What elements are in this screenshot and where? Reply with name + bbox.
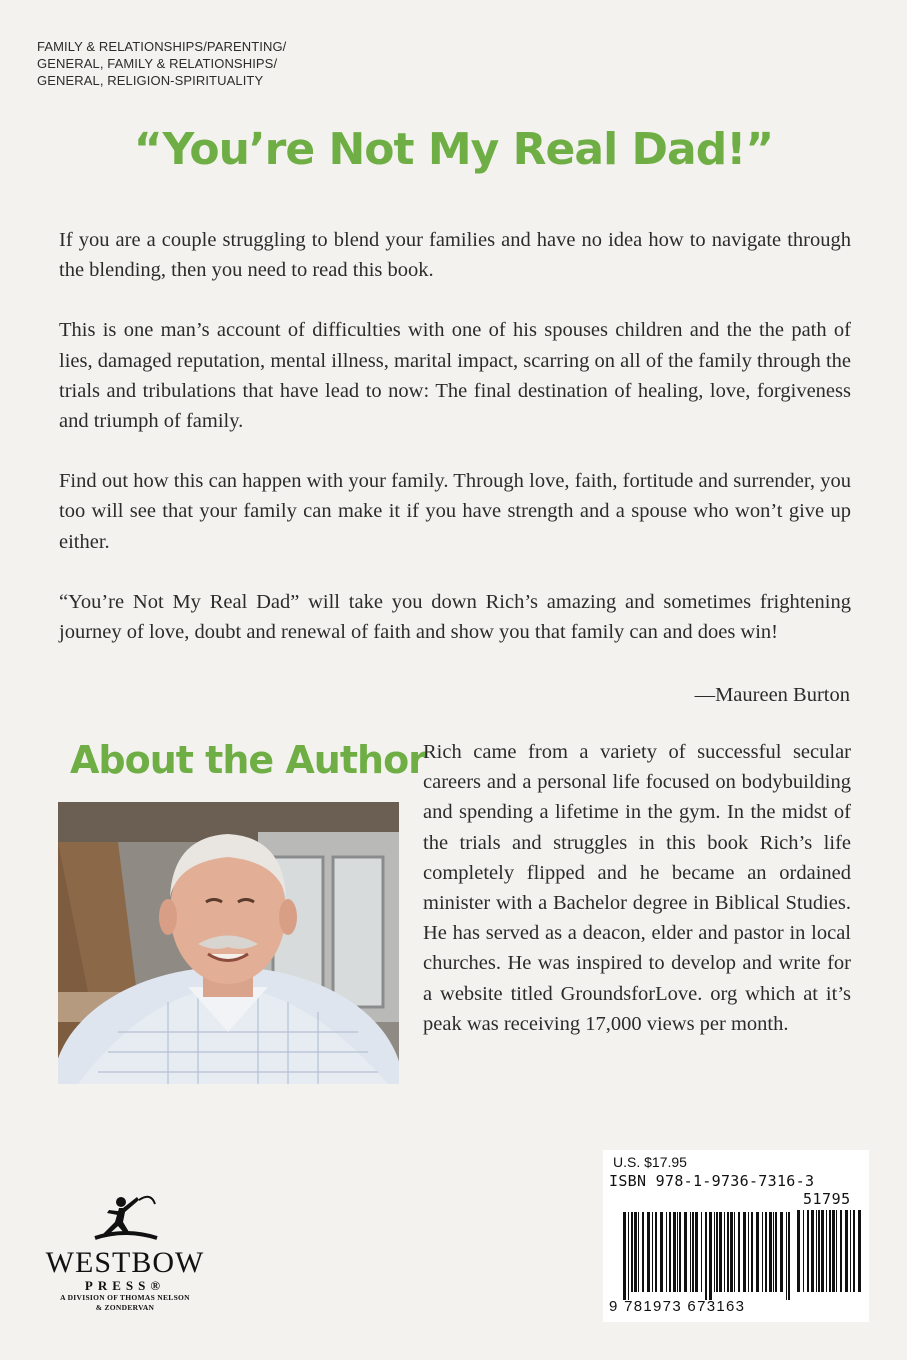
price-code-label: 51795 [803, 1190, 851, 1208]
barcode-bar [769, 1212, 772, 1292]
barcode-bar [677, 1212, 678, 1292]
publisher-press: PRESS® [84, 1278, 166, 1293]
barcode-bar [773, 1212, 774, 1292]
barcode-bar [845, 1210, 848, 1292]
barcode-bar [692, 1212, 694, 1292]
barcode-bar [705, 1212, 707, 1300]
barcode-bar [775, 1212, 777, 1292]
ean-barcode [623, 1212, 791, 1300]
barcode-bar [821, 1210, 824, 1292]
barcode-bar [638, 1212, 639, 1292]
barcode-bar [666, 1212, 667, 1292]
barcode-bar [807, 1210, 809, 1292]
blurb-paragraph: This is one man’s account of difficulties with one of his spouses children and the the path of lies, damaged reputation, mental illness, marital impact, scarring on all of the family through the trials and tribulations that have lead to now: The final destination of healing, love, forgiveness and triumph of family. [59, 319, 851, 433]
addon-barcode [797, 1210, 861, 1300]
author-photo [58, 802, 399, 1084]
category-line: GENERAL, RELIGION-SPIRITUALITY [37, 73, 264, 88]
barcode-bar [684, 1212, 687, 1292]
blurb-paragraph: If you are a couple struggling to blend your families and have no idea how to navigate through the blending, then you need to read this book. [59, 229, 851, 282]
publisher-name: WESTBOW [45, 1246, 205, 1279]
barcode-bar [811, 1210, 814, 1292]
barcode-bar [719, 1212, 722, 1292]
category-list [37, 38, 286, 89]
barcode-bar [669, 1212, 671, 1292]
barcode-bar [797, 1210, 800, 1292]
publisher-division-2: & ZONDERVAN [95, 1303, 155, 1312]
barcode-bar [765, 1212, 767, 1292]
barcode-bar [709, 1212, 712, 1300]
barcode-bar [714, 1212, 715, 1292]
barcode-bar [690, 1212, 691, 1292]
barcode-bar [628, 1212, 629, 1300]
barcode-bar [730, 1212, 733, 1292]
barcode-bar [826, 1210, 827, 1292]
barcode-bar [829, 1210, 831, 1292]
barcode-bar [788, 1212, 790, 1300]
barcode-bar [780, 1212, 783, 1292]
book-title: “You’re Not My Real Dad!” [133, 124, 774, 175]
barcode-bar [652, 1212, 653, 1292]
barcode-bar [673, 1212, 676, 1292]
isbn-label: ISBN 978-1-9736-7316-3 [609, 1172, 815, 1190]
barcode-bar [818, 1210, 820, 1292]
publisher-figure-icon [85, 1190, 165, 1242]
barcode-bar [634, 1212, 637, 1292]
barcode-bar [858, 1210, 861, 1292]
barcode-bar [803, 1210, 804, 1292]
blurb-attribution: —Maureen Burton [694, 684, 850, 706]
category-line: GENERAL, FAMILY & RELATIONSHIPS/ [37, 56, 278, 71]
barcode-bar [853, 1210, 855, 1292]
barcode-bar [762, 1212, 763, 1292]
barcode-bar [631, 1212, 633, 1292]
about-author-heading: About the Author [70, 738, 426, 782]
barcode-bar [701, 1212, 702, 1292]
barcode-bar [756, 1212, 759, 1292]
barcode-bar [727, 1212, 729, 1292]
barcode-digits: 9 781973 673163 [609, 1298, 746, 1315]
category-line: FAMILY & RELATIONSHIPS/PARENTING/ [37, 39, 287, 54]
barcode-bar [623, 1212, 626, 1300]
barcode-bar [738, 1212, 740, 1292]
price-label: U.S. $17.95 [613, 1154, 687, 1170]
barcode-bar [655, 1212, 657, 1292]
barcode-bar [816, 1210, 817, 1292]
barcode-bar [751, 1212, 753, 1292]
book-blurb [59, 225, 851, 677]
barcode-bar [695, 1212, 698, 1292]
barcode-bar [734, 1212, 735, 1292]
blurb-paragraph: “You’re Not My Real Dad” will take you down Rich’s amazing and sometimes frightening journey of love, doubt and renewal of faith and show you that family can and does win! [59, 590, 851, 644]
publisher-logo [30, 1190, 220, 1313]
barcode-bar [724, 1212, 725, 1292]
barcode-bar [660, 1212, 663, 1292]
author-portrait-illustration [58, 802, 399, 1084]
barcode-bar [832, 1210, 835, 1292]
barcode-bar [647, 1212, 650, 1292]
barcode-bar [850, 1210, 851, 1292]
barcode-bar [642, 1212, 644, 1292]
barcode-bar [840, 1210, 842, 1292]
barcode-bar [748, 1212, 749, 1292]
barcode-bar [786, 1212, 787, 1300]
blurb-paragraph: Find out how this can happen with your family. Through love, faith, fortitude and surrender, you too will see that your family can make it if you have strength and a spouse who won’t give up either. [59, 470, 851, 553]
barcode-bar [743, 1212, 746, 1292]
barcode-bar [679, 1212, 681, 1292]
publisher-division: A DIVISION OF THOMAS NELSON [60, 1293, 190, 1302]
barcode-bar [836, 1210, 837, 1292]
author-bio: Rich came from a variety of successful secular careers and a personal life focused on bodybuilding and spending a lifetime in the gym. In the midst of the trials and struggles in this book Rich’s life completely flipped and he became an ordained minister with a Bachelor degree in Biblical Studies. He has served as a deacon, elder and pastor in local churches. He was inspired to develop and write for a website titled GroundsforLove. org which at it’s peak was receiving 17,000 views per month. [423, 741, 851, 1035]
barcode-bar [716, 1212, 718, 1292]
